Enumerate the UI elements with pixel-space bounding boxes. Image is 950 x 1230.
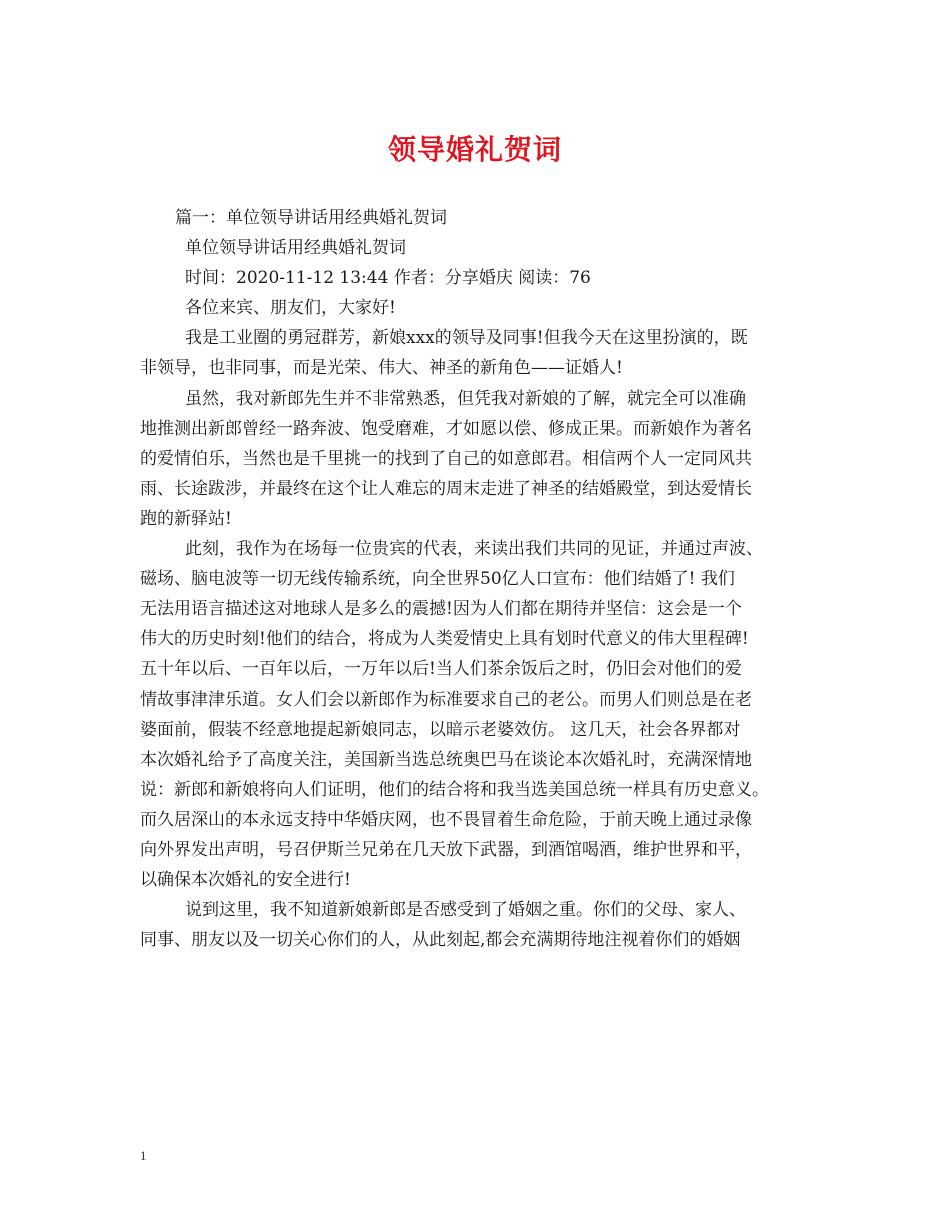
text-line: 我是工业圈的勇冠群芳，新娘xxx的领导及同事!但我今天在这里扮演的，既 (185, 328, 748, 349)
text-line: 伟大的历史时刻!他们的结合，将成为人类爱情史上具有划时代意义的伟大里程碑! (140, 629, 749, 650)
text-line: 的爱情伯乐，当然也是千里挑一的找到了自己的如意郎君。相信两个人一定同风共 (140, 448, 752, 469)
text-line: 篇一：单位领导讲话用经典婚礼贺词 (175, 208, 447, 228)
text-line: 五十年以后、一百年以后，一万年以后!当人们茶余饭后之时，仍旧会对他们的爱 (140, 659, 742, 680)
text-line: 向外界发出声明，号召伊斯兰兄弟在几天放下武器，到酒馆喝酒，维护世界和平， (140, 839, 752, 860)
text-line: 而久居深山的本永远支持中华婚庆网，也不畏冒着生命危险，于前天晚上通过录像 (140, 809, 752, 830)
text-line: 各位来宾、朋友们，大家好! (185, 298, 396, 319)
page-number: 1 (140, 1148, 147, 1163)
text-line: 磁场、脑电波等一切无线传输系统，向全世界50亿人口宣布：他们结婚了! 我们 (140, 569, 735, 590)
text-line: 说到这里，我不知道新娘新郎是否感受到了婚姻之重。你们的父母、家人、 (185, 900, 746, 921)
document-title: 领导婚礼贺词 (387, 133, 562, 166)
text-line: 情故事津津乐道。女人们会以新郎作为标准要求自己的老公。而男人们则总是在老 (140, 689, 752, 710)
text-line: 时间：2020-11-12 13:44 作者：分享婚庆 阅读：76 (185, 268, 591, 289)
text-line: 地推测出新郎曾经一路奔波、饱受磨难，才如愿以偿、修成正果。而新娘作为著名 (140, 418, 752, 439)
text-line: 同事、朋友以及一切关心你们的人，从此刻起,都会充满期待地注视着你们的婚姻 (140, 930, 741, 951)
text-line: 虽然，我对新郎先生并不非常熟悉，但凭我对新娘的了解，就完全可以准确 (185, 388, 746, 409)
text-line: 雨、长途跋涉，并最终在这个让人难忘的周末走进了神圣的结婚殿堂，到达爱情长 (140, 478, 752, 499)
text-line: 非领导，也非同事，而是光荣、伟大、神圣的新角色——证婚人! (140, 358, 623, 379)
text-line: 此刻，我作为在场每一位贵宾的代表，来读出我们共同的见证，并通过声波、 (185, 539, 763, 560)
text-line: 说：新郎和新娘将向人们证明，他们的结合将和我当选美国总统一样具有历史意义。 (140, 779, 769, 800)
text-line: 跑的新驿站! (140, 508, 232, 529)
document-body (140, 203, 830, 955)
text-line: 单位领导讲话用经典婚礼贺词 (185, 238, 406, 259)
text-line: 婆面前，假装不经意地提起新娘同志，以暗示老婆效仿。 这几天，社会各界都对 (140, 719, 741, 740)
text-line: 无法用语言描述这对地球人是多么的震撼!因为人们都在期待并坚信：这会是一个 (140, 599, 742, 620)
text-line: 以确保本次婚礼的安全进行! (140, 870, 351, 891)
text-line: 本次婚礼给予了高度关注，美国新当选总统奥巴马在谈论本次婚礼时，充满深情地 (140, 749, 752, 770)
